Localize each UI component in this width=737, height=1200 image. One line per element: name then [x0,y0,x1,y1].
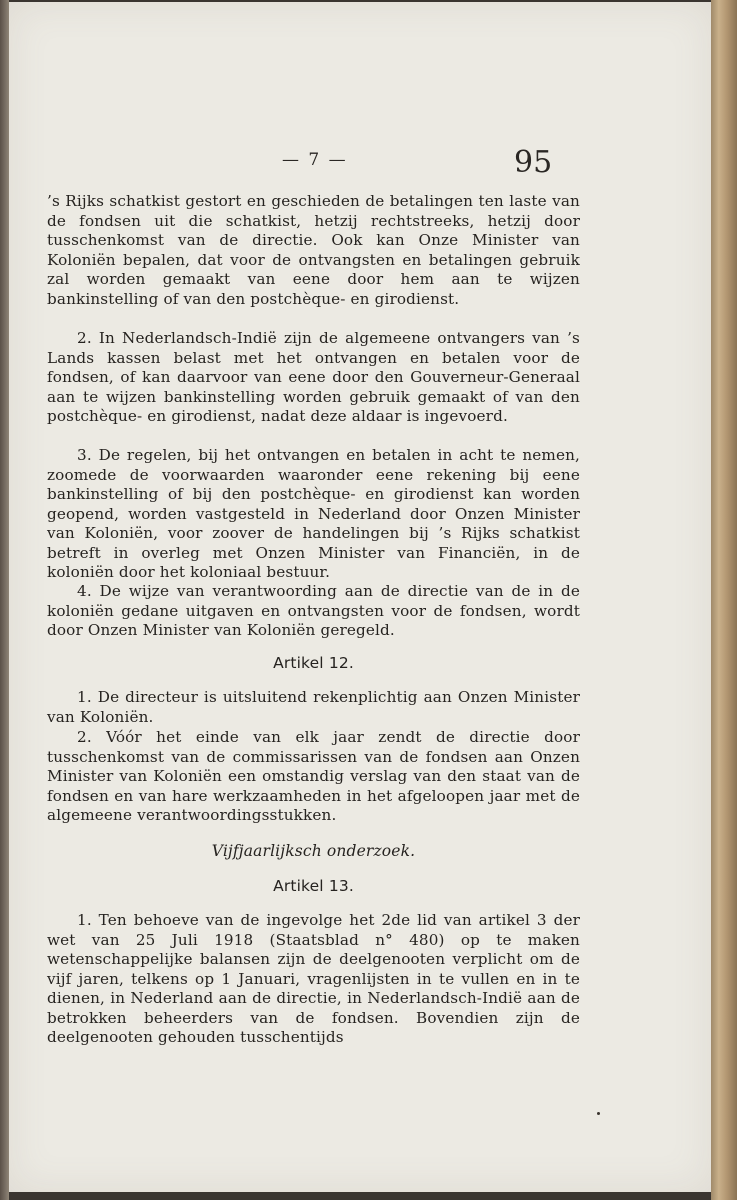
paragraph-continuation: ’s Rijks schatkist gestort en geschieden de betalingen ten laste van de fondsen uit die schatkist, hetzij rechtstreeks, hetzij door tusschenkomst van de directie. Ook kan Onze Minister van Koloniën bepalen, dat voor de ontvangsten en betalingen gebruik zal worden gemaakt van eene door hem aan te wijzen bankinstelling of van den postchèque- en girodienst. [47,192,580,308]
page-number: 95 [514,145,553,180]
page-speck [597,1112,600,1115]
sub-page-number: — 7 — [282,150,348,170]
article-13-heading: Artikel 13. [273,877,354,895]
article-12-paragraph-1: 1. De directeur is uitsluitend rekenplichtig aan Onzen Minister van Koloniën. [47,688,580,726]
article-12-heading: Artikel 12. [273,654,354,672]
book-spine-left [0,0,9,1200]
document-page [9,2,711,1192]
section-vijfjaarlijksch [47,842,580,1048]
article-12 [47,654,580,828]
paragraph-3: 3. De regelen, bij het ontvangen en betalen in acht te nemen, zoomede de voorwaarden waaronder eene rekening bij eene bankinstelling of bij den postchèque- en girodienst kan worden geopend, worden vastgesteld in Nederland door Onzen Minister van Koloniën, voor zoover de handelingen bij ’s Rijks schatkist betreft in overleg met Onzen Minister van Financiën, in de koloniën door het koloniaal bestuur. [47,446,580,581]
body-text-top [47,192,580,640]
section-subheading: Vijfjaarlijksch onderzoek. [211,842,416,860]
article-13-paragraph-1: 1. Ten behoeve van de ingevolge het 2de lid van artikel 3 der wet van 25 Juli 1918 (Staatsblad n° 480) op te maken wetenschappelijke balansen zijn de deelgenooten verplicht om de vijf jaren, telkens op 1 Januari, vragenlijsten in te vullen en in te dienen, in Nederland aan de directie, in Nederlandsch-Indië aan de betrokken beheerders van de fondsen. Bovendien zijn de deelgenooten gehouden tusschentijds [47,911,580,1046]
book-page-edges [711,0,737,1200]
article-12-paragraph-2: 2. Vóór het einde van elk jaar zendt de directie door tusschenkomst van de commissarissen van de fondsen aan Onzen Minister van Koloniën een omstandig verslag van den staat van de fondsen en van hare werkzaamheden in het afgeloopen jaar met de algemeene verantwoordingsstukken. [47,728,580,824]
paragraph-4: 4. De wijze van verantwoording aan de directie van de in de koloniën gedane uitgaven en ontvangsten voor de fondsen, wordt door Onzen Minister van Koloniën geregeld. [47,582,580,639]
paragraph-2: 2. In Nederlandsch-Indië zijn de algemeene ontvangers van ’s Lands kassen belast met het ontvangen en betalen voor de fondsen, of kan daarvoor van eene door den Gouverneur-Generaal aan te wijzen bankinstelling worden gebruik gemaakt of van den postchèque- en girodienst, nadat deze aldaar is ingevoerd. [47,329,580,425]
